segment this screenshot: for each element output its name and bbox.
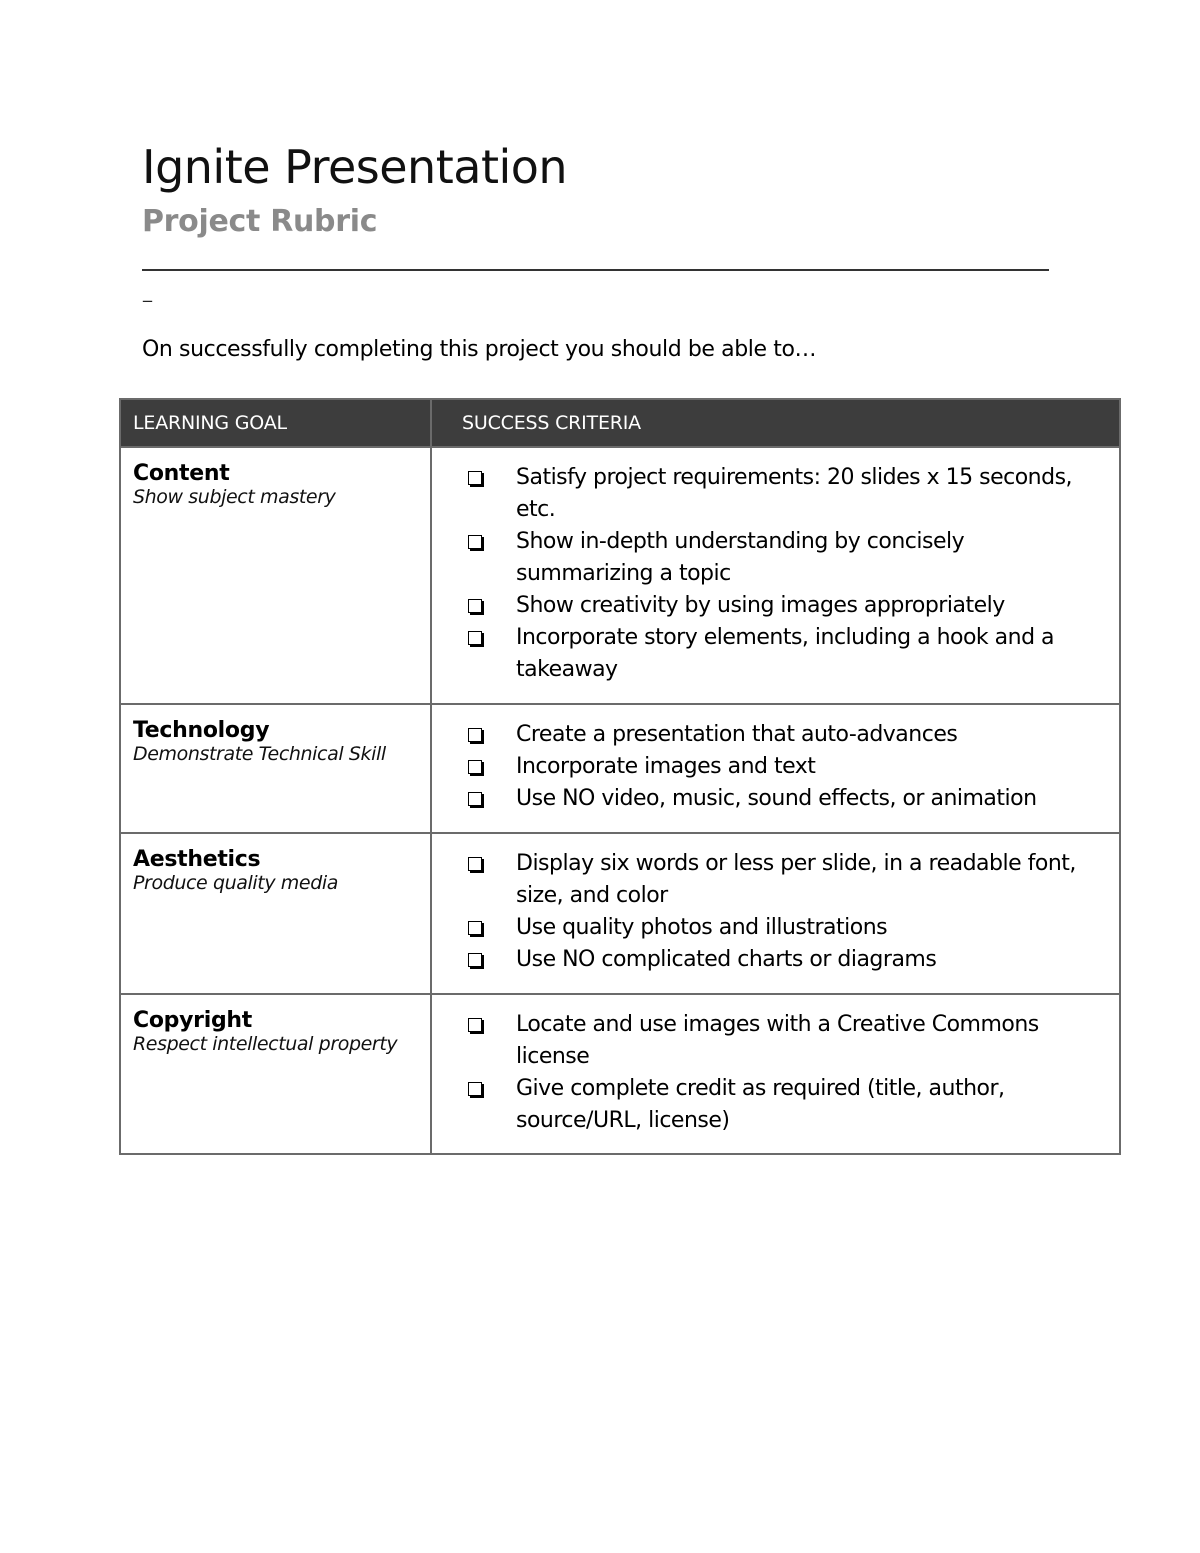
rubric-header-row [120,399,1120,447]
rubric-row-aesthetics [120,833,1120,994]
goal-name: Copyright [133,1008,252,1033]
criteria-cell [431,833,1120,994]
checkbox-icon [468,728,482,742]
success-criteria-header: SUCCESS CRITERIA [431,399,1120,447]
page-subtitle: Project Rubric [142,204,378,239]
goal-cell [120,833,431,994]
goal-description: Produce quality media [133,872,338,895]
rubric-table [119,398,1121,1155]
goal-cell [120,447,431,704]
intro-text: On successfully completing this project you should be able to… [142,337,817,362]
criteria-text: Use NO video, music, sound effects, or animation [516,786,1037,811]
criteria-list [432,719,1099,815]
criteria-cell [431,704,1120,833]
checkbox-icon [468,631,482,645]
criteria-text: Display six words or less per slide, in a readable font, size, and color [516,851,1076,908]
goal-cell [120,704,431,833]
rubric-row-copyright [120,994,1120,1154]
checkbox-icon [468,1082,482,1096]
page-title: Ignite Presentation [142,140,568,194]
divider-mark: _ [143,282,152,303]
criteria-item [432,912,1099,944]
checkbox-icon [468,535,482,549]
criteria-item [432,719,1099,751]
criteria-item [432,622,1099,686]
criteria-list [432,1009,1099,1137]
criteria-item [432,526,1099,590]
criteria-text: Incorporate story elements, including a hook and a takeaway [516,625,1055,682]
criteria-text: Create a presentation that auto-advances [516,722,958,747]
criteria-text: Locate and use images with a Creative Commons license [516,1012,1039,1069]
checkbox-icon [468,953,482,967]
criteria-text: Use NO complicated charts or diagrams [516,947,937,972]
goal-name: Technology [133,718,270,743]
criteria-item [432,1073,1099,1137]
goal-description: Demonstrate Technical Skill [133,743,386,766]
criteria-text: Incorporate images and text [516,754,816,779]
checkbox-icon [468,857,482,871]
criteria-item [432,462,1099,526]
checkbox-icon [468,1018,482,1032]
rubric-row-technology [120,704,1120,833]
criteria-item [432,944,1099,976]
criteria-text: Use quality photos and illustrations [516,915,888,940]
checkbox-icon [468,471,482,485]
criteria-cell [431,447,1120,704]
goal-name: Content [133,461,230,486]
goal-description: Respect intellectual property [133,1033,398,1056]
criteria-list [432,462,1099,686]
goal-description: Show subject mastery [133,486,336,509]
criteria-text: Satisfy project requirements: 20 slides x 15 seconds, etc. [516,465,1073,522]
title-divider [142,269,1049,271]
criteria-item [432,783,1099,815]
goal-name: Aesthetics [133,847,261,872]
criteria-item [432,751,1099,783]
checkbox-icon [468,599,482,613]
goal-cell [120,994,431,1154]
checkbox-icon [468,792,482,806]
criteria-item [432,590,1099,622]
criteria-cell [431,994,1120,1154]
checkbox-icon [468,760,482,774]
criteria-text: Show in-depth understanding by concisely summarizing a topic [516,529,965,586]
criteria-text: Give complete credit as required (title, author, source/URL, license) [516,1076,1005,1133]
checkbox-icon [468,921,482,935]
criteria-text: Show creativity by using images appropriately [516,593,1005,618]
learning-goal-header: LEARNING GOAL [120,399,431,447]
criteria-item [432,848,1099,912]
criteria-list [432,848,1099,976]
rubric-row-content [120,447,1120,704]
criteria-item [432,1009,1099,1073]
